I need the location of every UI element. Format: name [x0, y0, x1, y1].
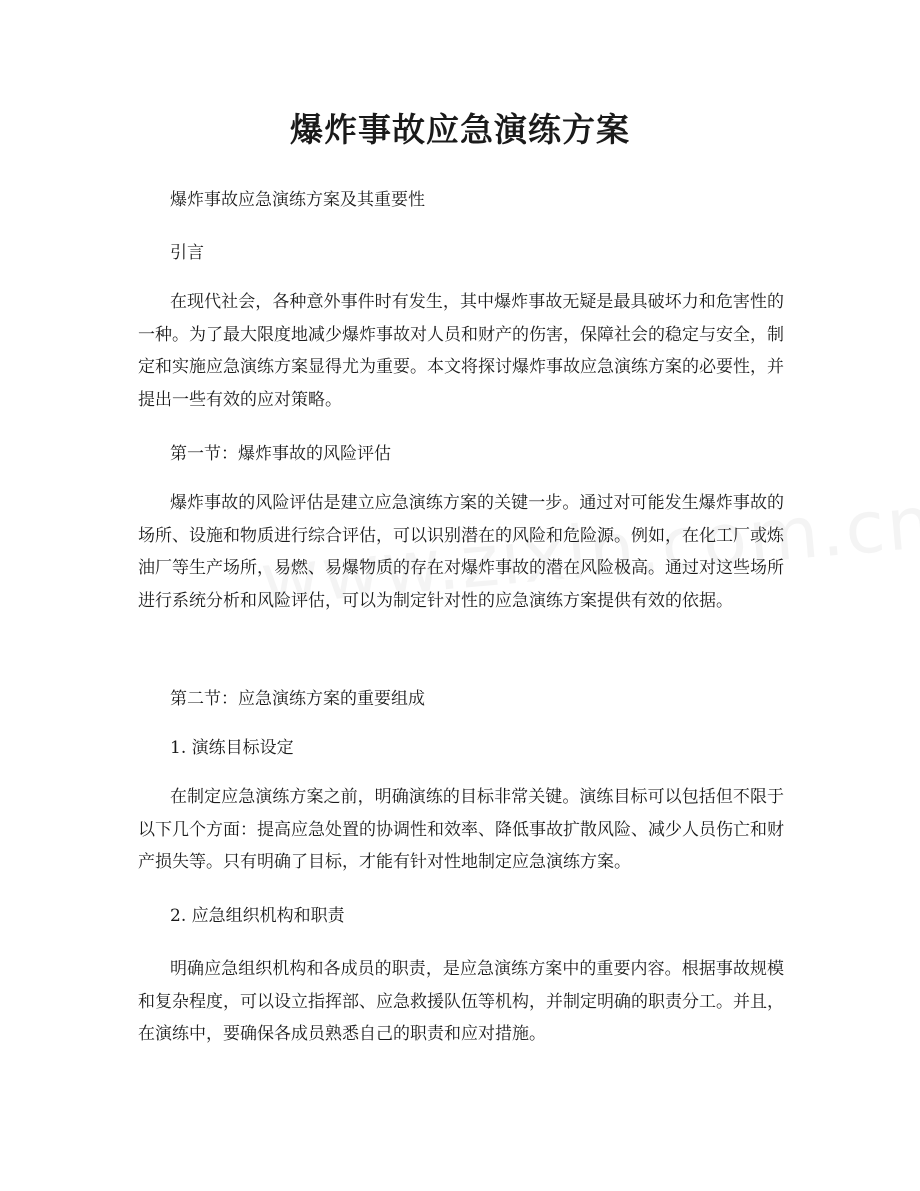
intro-heading: 引言 [170, 243, 204, 263]
subsection-1-heading: 1. 演练目标设定 [170, 738, 294, 758]
subsection-2-heading: 2. 应急组织机构和职责 [170, 906, 345, 926]
subsection-2-paragraph: 明确应急组织机构和各成员的职责，是应急演练方案中的重要内容。根据事故规模和复杂程度，可以设立指挥部、应急救援队伍等机构，并制定明确的职责分工。并且，在演练中，要确保各成员熟悉自己的职责和应对措施。 [138, 959, 784, 1044]
intro-paragraph: 在现代社会，各种意外事件时有发生，其中爆炸事故无疑是最具破坏力和危害性的一种。为了最大限度地减少爆炸事故对人员和财产的伤害，保障社会的稳定与安全，制定和实施应急演练方案显得尤为重要。本文将探讨爆炸事故应急演练方案的必要性，并提出一些有效的应对策略。 [138, 292, 784, 410]
document-title: 爆炸事故应急演练方案 [290, 110, 630, 149]
section-1-heading: 第一节：爆炸事故的风险评估 [170, 444, 391, 464]
section-2-heading: 第二节：应急演练方案的重要组成 [170, 689, 425, 709]
subsection-1-paragraph: 在制定应急演练方案之前，明确演练的目标非常关键。演练目标可以包括但不限于以下几个方面：提高应急处置的协调性和效率、降低事故扩散风险、减少人员伤亡和财产损失等。只有明确了目标，才能有针对性地制定应急演练方案。 [138, 787, 784, 872]
subtitle-paragraph: 爆炸事故应急演练方案及其重要性 [170, 190, 425, 210]
section-1-paragraph: 爆炸事故的风险评估是建立应急演练方案的关键一步。通过对可能发生爆炸事故的场所、设施和物质进行综合评估，可以识别潜在的风险和危险源。例如，在化工厂或炼油厂等生产场所，易燃、易爆物质的存在对爆炸事故的潜在风险极高。通过对这些场所进行系统分析和风险评估，可以为制定针对性的应急演练方案提供有效的依据。 [138, 493, 784, 611]
